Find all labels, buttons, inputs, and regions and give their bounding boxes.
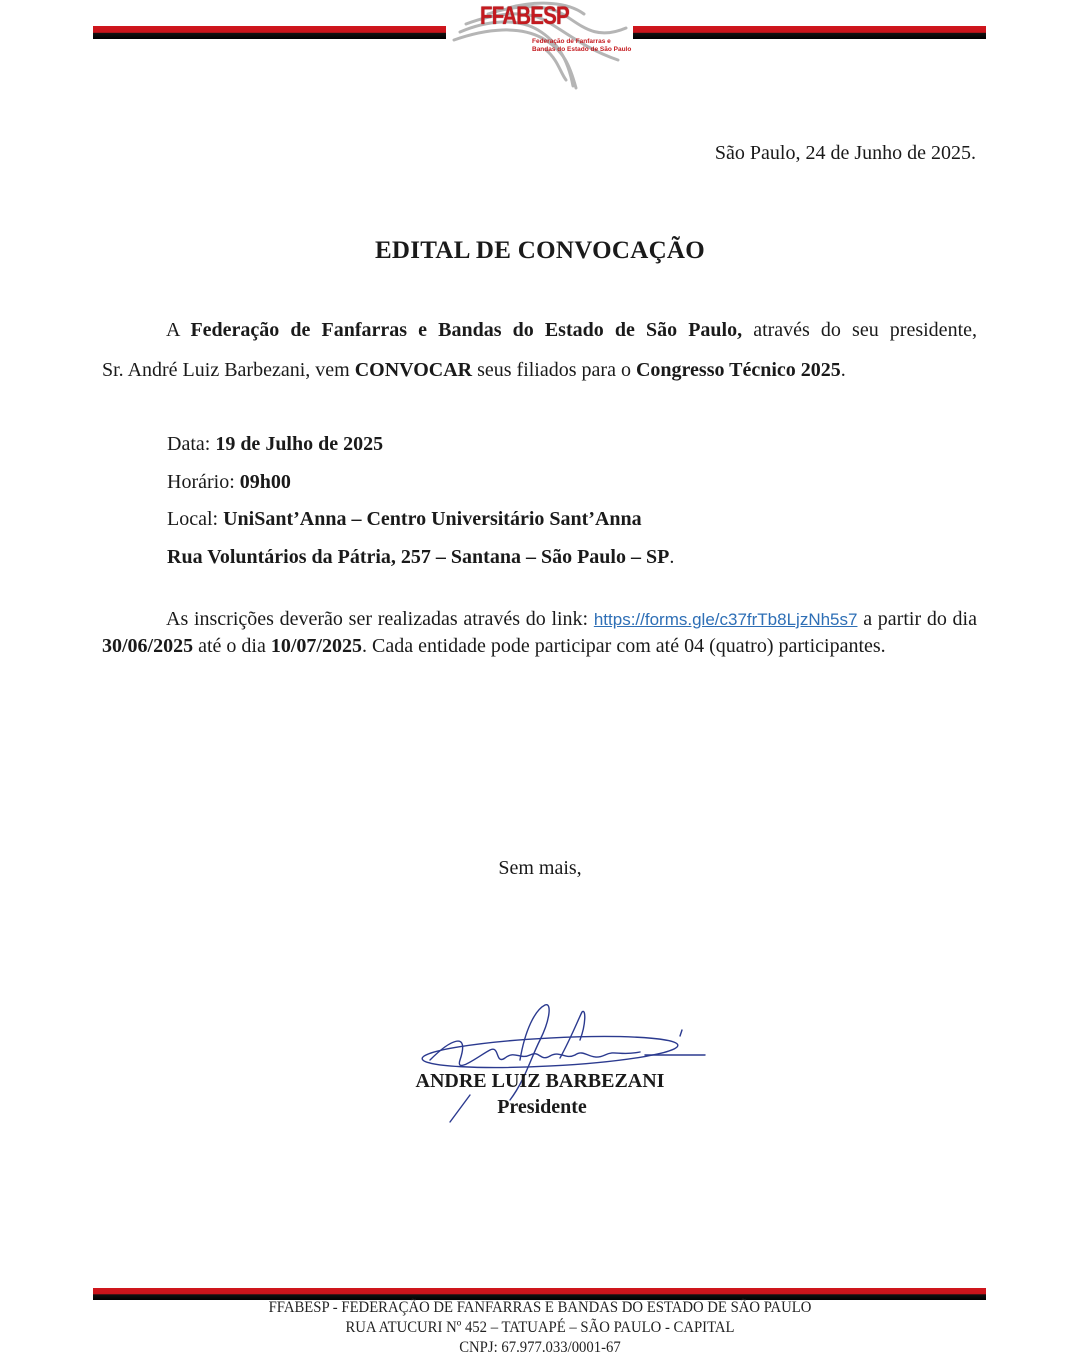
registration-start-date: 30/06/2025 [102, 635, 194, 657]
date-label: Data: [167, 433, 216, 455]
event-date-row [167, 431, 674, 469]
text: através do seu presidente, [742, 319, 977, 341]
text: . [840, 359, 846, 381]
signatory-name-text: ANDRE LUIZ BARBEZANI [415, 1070, 665, 1092]
text: até o dia [193, 635, 271, 657]
ffabesp-logo [448, 0, 630, 90]
registration-link[interactable]: https://forms.gle/c37frTb8LjzNh5s7 [593, 610, 858, 629]
signatory-role-text: Presidente [497, 1096, 587, 1118]
text: Sr. André Luiz Barbezani, vem [102, 359, 355, 381]
address-value: Rua Voluntários da Pátria, 257 – Santana – São Paulo – SP [167, 545, 670, 568]
footer-cnpj: CNPJ: 67.977.033/0001-67 [459, 1339, 621, 1356]
signatory-name [0, 1070, 1080, 1093]
footer-org-name: FFABESP - FEDERAÇÃO DE FANFARRAS E BANDAS DO ESTADO DE SÃO PAULO [268, 1299, 812, 1316]
logo-title: FFABESP [480, 2, 569, 30]
text: . [669, 545, 675, 568]
event-name: Congresso Técnico 2025 [635, 359, 841, 381]
closing-text: Sem mais, [498, 857, 582, 879]
footer [0, 1298, 1080, 1358]
event-address-row [167, 544, 674, 582]
event-place-row [167, 506, 674, 544]
date-value: 19 de Julho de 2025 [215, 433, 384, 455]
federation-name: Federação de Fanfarras e Bandas do Estado de São Paulo, [190, 319, 743, 341]
text: A [166, 319, 191, 341]
event-time-row [167, 469, 674, 507]
time-value: 09h00 [239, 470, 291, 493]
document-title: EDITAL DE CONVOCAÇÃO [374, 237, 706, 264]
document-date: São Paulo, 24 de Junho de 2025. [714, 142, 976, 164]
place-value: UniSant’Anna – Centro Universitário Sant’Anna [223, 508, 642, 530]
footer-address: RUA ATUCURI Nº 452 – TATUAPÉ – SÃO PAULO - CAPITAL [345, 1319, 735, 1336]
registration-end-date: 10/07/2025 [270, 635, 362, 657]
registration-paragraph [102, 606, 977, 659]
text: As inscrições deverão ser realizadas através do link: [166, 608, 594, 630]
text: a partir do dia [857, 608, 977, 630]
text: . Cada entidade pode participar com até 04 (quatro) participantes. [362, 635, 886, 657]
convocar-word: CONVOCAR [354, 359, 473, 381]
logo-subtitle: Federação de Fanfarras e Bandas do Estado de São Paulo [532, 38, 632, 53]
event-details [167, 431, 674, 581]
header-bar-left [93, 26, 446, 39]
text: seus filiados para o [472, 359, 636, 381]
header-bar-right [633, 26, 986, 39]
place-label: Local: [167, 508, 224, 530]
signatory-role [0, 1096, 1080, 1119]
time-label: Horário: [167, 470, 240, 493]
convocation-paragraph [102, 317, 977, 383]
